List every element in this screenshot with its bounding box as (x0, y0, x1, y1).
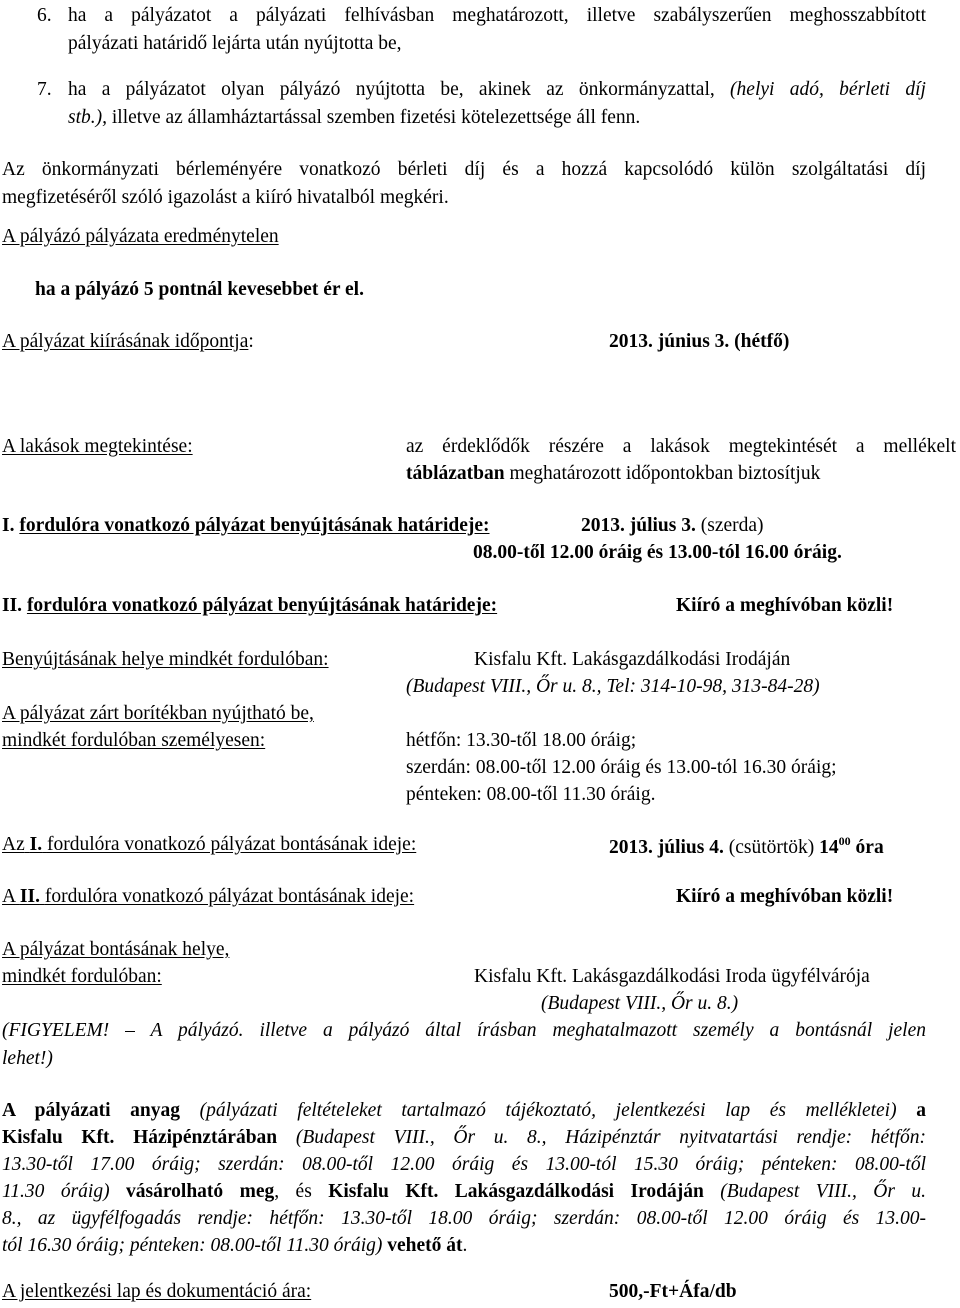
round1-opening-minute: 00 (838, 834, 851, 848)
list-item-7-italic: (helyi adó, bérleti díj (730, 79, 926, 100)
submission-hours-line-2: szerdán: 08.00-től 12.00 óráig és 13.00-tól 16.30 óráig; (406, 757, 837, 778)
opening-place-line-2: (Budapest VIII., Őr u. 8.) (541, 993, 739, 1014)
materials-text-1: , és (274, 1181, 312, 1202)
opening-note-line-1: (FIGYELEM! – A pályázó. illetve a pályázó által írásban meghatalmazott személy a bontásnál jelen (2, 1020, 926, 1041)
unsuccessful-text: ha a pályázó 5 pontnál kevesebbet ér el. (35, 279, 364, 300)
announcement-date: 2013. június 3. (hétfő) (609, 331, 790, 352)
materials-text-2: . (462, 1235, 468, 1256)
round2-opening-value: Kiíró a meghívóban közli! (676, 886, 894, 907)
viewing-label: A lakások megtekintése: (2, 436, 193, 457)
round2-opening-label (2, 887, 414, 907)
round1-opening-text: fordulóra vonatkozó pályázat bontásának ideje: (46, 834, 417, 855)
round2-deadline-text: fordulóra vonatkozó pályázat benyújtásának határideje: (26, 595, 498, 616)
paragraph-line-1: Az önkormányzati bérleményére vonatkozó bérleti díj és a hozzá kapcsolódó külön szolgáltatási díj (2, 159, 926, 180)
submission-hours-line-1: hétfőn: 13.30-től 18.00 óráig; (406, 730, 637, 751)
materials-italic-2: (Budapest VIII., Őr u. 8., Házipénztár nyitvatartási rendje: hétfőn: (295, 1127, 927, 1148)
round2-roman: II. (2, 595, 23, 616)
materials-bold-2: a (916, 1100, 927, 1121)
list-number-7: 7. (37, 79, 52, 100)
materials-bold-6: vehető át (387, 1235, 463, 1256)
materials-italic-3: 11.30 óráig) (2, 1181, 110, 1202)
materials-italic-5: tól 16.30 óráig; pénteken: 08.00-től 11.30 óráig) (2, 1235, 383, 1256)
round1-opening-date (609, 835, 884, 858)
round1-opening-label (2, 835, 416, 855)
submission-place-line-2: (Budapest VIII., Őr u. 8., Tel: 314-10-98, 313-84-28) (406, 676, 820, 697)
materials-bold-5: Kisfalu Kft. Lakásgazdálkodási Irodáján (328, 1181, 704, 1202)
materials-line-2 (2, 1128, 926, 1148)
submission-hours-line-3: pénteken: 08.00-től 11.30 óráig. (406, 784, 656, 805)
opening-note-line-2: lehet!) (2, 1048, 53, 1069)
list-item-7-italic-2: stb.), (68, 107, 107, 128)
round2-deadline-value: Kiíró a meghívóban közli! (676, 595, 894, 616)
round2-deadline-label (2, 596, 497, 616)
list-item-6-line-1: ha a pályázatot a pályázati felhívásban meghatározott, illetve szabályszerűen meghosszabbított (68, 5, 926, 26)
round1-opening-day: (csütörtök) (728, 837, 815, 858)
viewing-bold-word: táblázatban (406, 463, 505, 484)
round1-opening-prefix: Az (2, 834, 25, 855)
materials-line-5: 8., az ügyfélfogadás rendje: hétfőn: 13.30-től 18.00 óráig; szerdán: 08.00-től 12.00 óráig és 13.00- (2, 1208, 926, 1229)
opening-place-label-line-1: A pályázat bontásának helye, (2, 939, 230, 960)
list-item-7-line-1 (68, 80, 926, 100)
materials-bold-4: vásárolható meg (126, 1181, 275, 1202)
round2-opening-roman: II. (19, 886, 40, 907)
announcement-label-text: A pályázat kiírásának időpontja (2, 331, 249, 352)
materials-line-6 (2, 1236, 467, 1256)
announcement-label-colon: : (248, 331, 254, 352)
list-item-7-text: ha a pályázatot olyan pályázó nyújtotta be, akinek az önkormányzattal, (68, 79, 715, 100)
submission-label: Benyújtásának helye mindkét fordulóban: (2, 649, 329, 670)
envelope-label-line-1: A pályázat zárt borítékban nyújtható be, (2, 703, 314, 724)
viewing-text-line-2 (406, 464, 820, 484)
materials-line-3: 13.30-től 17.00 óráig; szerdán: 08.00-től 12.00 óráig és 13.00-tól 15.30 óráig; pénteken: 08.00-től (2, 1154, 926, 1175)
materials-bold-1: A pályázati anyag (2, 1100, 180, 1121)
materials-line-4 (2, 1182, 926, 1202)
paragraph-line-2: megfizetéséről szóló igazolást a kiíró hivatalból megkéri. (2, 187, 449, 208)
materials-line-1 (2, 1101, 926, 1121)
submission-place-line-1: Kisfalu Kft. Lakásgazdálkodási Irodáján (474, 649, 791, 670)
round2-opening-text: fordulóra vonatkozó pályázat bontásának ideje: (44, 886, 415, 907)
materials-italic-4: (Budapest VIII., Őr u. (720, 1181, 927, 1202)
price-value: 500,-Ft+Áfa/db (609, 1281, 737, 1302)
round1-opening-suffix: óra (855, 837, 884, 858)
round1-date: 2013. július 3. (581, 515, 696, 536)
announcement-label (2, 332, 254, 352)
envelope-label-line-2: mindkét fordulóban személyesen: (2, 730, 266, 751)
list-number-6: 6. (37, 5, 52, 26)
unsuccessful-heading: A pályázó pályázata eredménytelen (2, 226, 279, 247)
materials-italic-1: (pályázati feltételeket tartalmazó tájékoztató, jelentkezési lap és mellékletei) (199, 1100, 897, 1121)
round1-opening-roman: I. (29, 834, 43, 855)
viewing-text-line-1: az érdeklődők részére a lakások megtekintését a mellékelt (406, 436, 956, 457)
materials-bold-3: Kisfalu Kft. Házipénztárában (2, 1127, 278, 1148)
round2-opening-prefix: A (2, 886, 16, 907)
round1-opening-hour: 14 (819, 837, 839, 858)
list-item-6-line-2: pályázati határidő lejárta után nyújtotta be, (68, 33, 402, 54)
round1-day: (szerda) (700, 515, 764, 536)
opening-place-line-1: Kisfalu Kft. Lakásgazdálkodási Iroda ügyfélvárója (474, 966, 870, 987)
round1-deadline-label (2, 516, 490, 536)
price-label: A jelentkezési lap és dokumentáció ára: (2, 1281, 312, 1302)
list-item-7-line-2 (68, 108, 640, 128)
round1-deadline-hours: 08.00-től 12.00 óráig és 13.00-tól 16.00 óráig. (473, 542, 842, 563)
round1-roman: I. (2, 515, 15, 536)
round1-deadline-date (581, 516, 764, 536)
viewing-rest: meghatározott időpontokban biztosítjuk (509, 463, 821, 484)
round1-opening-date-value: 2013. július 4. (609, 837, 724, 858)
round1-deadline-text: fordulóra vonatkozó pályázat benyújtásának határideje: (19, 515, 490, 536)
list-item-7-text-2: illetve az államháztartással szemben fizetési kötelezettsége áll fenn. (111, 107, 641, 128)
opening-place-label-line-2: mindkét fordulóban: (2, 966, 162, 987)
